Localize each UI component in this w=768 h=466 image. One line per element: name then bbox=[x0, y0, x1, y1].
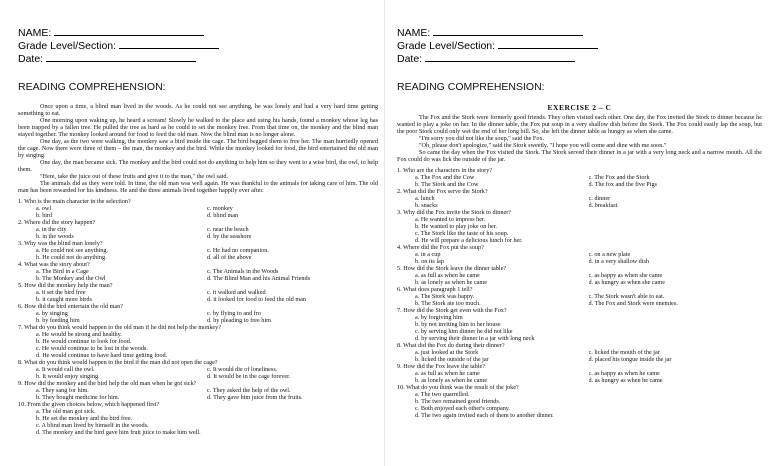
name-row bbox=[18, 26, 378, 39]
question-item bbox=[18, 401, 378, 436]
answer-option: d. They gave him juice from the fruits. bbox=[207, 394, 303, 401]
answer-option: d. in a very shallow dish bbox=[588, 258, 649, 265]
answer-option: b. They bought medicine for him. bbox=[36, 394, 120, 401]
date-label: Date: bbox=[397, 53, 423, 65]
question-stem: 7. How did the Stork get even with the Fox? bbox=[397, 307, 507, 314]
answer-option: b. bird bbox=[36, 212, 53, 219]
question-item bbox=[397, 363, 762, 384]
question-item bbox=[18, 303, 378, 324]
story-text bbox=[18, 103, 378, 194]
story-paragraph: Once upon a time, a blind man lived in the woods. As he could not see anything, he was lonely and had a very hard time getting something to eat. bbox=[18, 103, 378, 117]
story-paragraph: The animals did as they were told. In time, the old man was well again. He was thankful to the animals for taking care of him. The old man has been rewarded for his kindness. He and the three animals lived together happily ever after. bbox=[18, 180, 378, 194]
question-item bbox=[397, 244, 762, 265]
answer-option: c. The Animals in the Woods bbox=[207, 268, 279, 275]
answer-option: c. it walked and walked bbox=[207, 289, 266, 296]
answer-option: c. Both enjoyed each other's company. bbox=[415, 405, 511, 412]
answer-option: a. in the city bbox=[36, 226, 67, 233]
answer-option: a. just looked at the Stork bbox=[415, 349, 479, 356]
question-item bbox=[18, 219, 378, 240]
answer-options bbox=[18, 331, 378, 359]
answer-option: b. by feeding him bbox=[36, 317, 80, 324]
answer-option: c. The Fox and the Stork bbox=[588, 174, 650, 181]
answer-option: c. It would die of loneliness. bbox=[207, 366, 278, 373]
answer-options bbox=[18, 408, 378, 436]
question-item bbox=[397, 286, 762, 307]
answer-option: d. by pleading to free him bbox=[207, 317, 271, 324]
reading-comprehension-heading: READING COMPREHENSION: bbox=[397, 81, 545, 93]
answer-option: d. He would continue to have hard time getting food. bbox=[36, 352, 168, 359]
question-item bbox=[397, 384, 762, 419]
answer-option: b. on its lap bbox=[415, 258, 444, 265]
question-stem: 2. Where did the story happen? bbox=[18, 219, 96, 226]
answer-options bbox=[397, 314, 762, 342]
answer-option: c. dinner bbox=[588, 195, 611, 202]
question-stem: 6. What does paragraph 1 tell? bbox=[397, 286, 473, 293]
answer-option: a. The Fox and the Cow bbox=[415, 174, 475, 181]
answer-option: c. He had no companion. bbox=[207, 247, 269, 254]
answer-option: a. The Stork was happy. bbox=[415, 293, 475, 300]
date-label: Date: bbox=[18, 53, 44, 65]
answer-options bbox=[18, 289, 378, 303]
answer-options bbox=[18, 247, 378, 261]
question-item bbox=[397, 188, 762, 209]
question-stem: 9. How did the monkey and the bird help the old man when he got sick? bbox=[18, 380, 197, 387]
answer-option: b. snacks bbox=[415, 202, 438, 209]
answer-option: d. The Blind Man and his Animal Friends bbox=[207, 275, 311, 282]
story-paragraph: One day, the man became sick. The monkey and the bird could not do anything to help him so they went to a wise bird, the owl, to help them. bbox=[18, 159, 378, 173]
answer-option: c. as happy as when she came bbox=[588, 272, 663, 279]
question-stem: 3. Why was the blind man lonely? bbox=[18, 240, 103, 247]
answer-option: a. lunch bbox=[415, 195, 435, 202]
answer-options bbox=[18, 387, 378, 401]
answer-option: a. The Bird in a Cage bbox=[36, 268, 89, 275]
question-stem: 8. What do you think would happen to the bird if the man did not open the cage? bbox=[18, 359, 218, 366]
name-label: NAME: bbox=[397, 27, 431, 39]
date-row bbox=[18, 52, 378, 65]
answer-option: d. He will prepare a delicious lunch for her. bbox=[415, 237, 523, 244]
answer-option: d. The monkey and the bird gave him fruit juice to make him well. bbox=[36, 429, 201, 436]
answer-option: b. The Monkey and the Owl bbox=[36, 275, 106, 282]
grade-blank bbox=[119, 39, 219, 49]
question-stem: 5. How did the Stork leave the dinner table? bbox=[397, 265, 507, 272]
date-row bbox=[397, 52, 762, 65]
question-item bbox=[18, 282, 378, 303]
answer-option: d. The fox and the five Pigs bbox=[588, 181, 657, 188]
answer-option: c. He would continue to be lost in the woods. bbox=[36, 345, 148, 352]
answer-option: d. It would be in the cage forever. bbox=[207, 373, 291, 380]
answer-options bbox=[18, 205, 378, 219]
answer-option: b. The Stork ate too much. bbox=[415, 300, 481, 307]
answer-option: a. He would be strong and healthy. bbox=[36, 331, 122, 338]
answer-options bbox=[397, 370, 762, 384]
answer-option: c. licked the mouth of the jar bbox=[588, 349, 660, 356]
story-text bbox=[397, 114, 762, 163]
exercise-title: EXERCISE 2 – C bbox=[547, 103, 612, 112]
question-stem: 5. How did the monkey help the man? bbox=[18, 282, 113, 289]
answer-option: d. as hungry as when she came bbox=[588, 279, 665, 286]
question-stem: 10. What do you think was the result of the joke? bbox=[397, 384, 519, 391]
answer-option: b. The two remained good friends. bbox=[415, 398, 501, 405]
answer-option: b. as lonely as when he came bbox=[415, 377, 487, 384]
answer-options bbox=[397, 216, 762, 244]
question-stem: 8. What did the Fox do during their dinner? bbox=[397, 342, 505, 349]
answer-option: a. The old man got sick. bbox=[36, 408, 96, 415]
answer-option: d. breakfast bbox=[588, 202, 618, 209]
answer-option: b. in the woods bbox=[36, 233, 74, 240]
grade-row bbox=[18, 39, 378, 52]
answer-option: d. by the seashore bbox=[207, 233, 252, 240]
answer-option: a. by singing bbox=[36, 310, 68, 317]
answer-option: c. A blind man lived by himself in the woods. bbox=[36, 422, 149, 429]
answer-option: b. He wanted to play joke on her. bbox=[415, 223, 497, 230]
question-item bbox=[18, 261, 378, 282]
answer-option: b. He set the monkey and the bird free. bbox=[36, 415, 133, 422]
answer-option: b. He would continue to look for food. bbox=[36, 338, 132, 345]
question-stem: 4. Where did the Fox put the soup? bbox=[397, 244, 484, 251]
name-blank bbox=[433, 26, 583, 36]
grade-label: Grade Level/Section: bbox=[18, 40, 117, 52]
answer-option: c. near the beach bbox=[207, 226, 249, 233]
question-stem: 2. What did the Fox serve the Stork? bbox=[397, 188, 488, 195]
answer-options bbox=[18, 226, 378, 240]
question-stem: 10. From the given choices below, which happened first? bbox=[18, 401, 160, 408]
answer-option: c. They asked the help of the owl. bbox=[207, 387, 291, 394]
answer-option: a. owl bbox=[36, 205, 52, 212]
answer-option: c. The Stork like the taste of his soup. bbox=[415, 230, 509, 237]
answer-options bbox=[397, 251, 762, 265]
answer-option: d. all of the above bbox=[207, 254, 252, 261]
answer-option: b. by not inviting him to her house bbox=[415, 321, 501, 328]
answer-option: d. The Fox and Stork were enemies. bbox=[588, 300, 678, 307]
story-paragraph: "I'm sorry you did not like the soup," said the Fox. bbox=[419, 135, 545, 142]
answer-option: a. The two quarrelled. bbox=[415, 391, 470, 398]
story-paragraph: So came the day when the Fox visited the Stork. The Stork served their dinner in a jar with a very long neck and a narrow mouth. All the Fox could do was lick the outside of the jar. bbox=[397, 149, 762, 163]
name-row bbox=[397, 26, 762, 39]
answer-option: d. by serving their dinner in a jar with long neck bbox=[415, 335, 535, 342]
answer-options bbox=[397, 349, 762, 363]
answer-options bbox=[397, 272, 762, 286]
answer-option: b. licked the outside of the jar bbox=[415, 356, 489, 363]
question-item bbox=[397, 167, 762, 188]
question-item bbox=[18, 380, 378, 401]
answer-option: a. as full as when he came bbox=[415, 370, 480, 377]
story-paragraph: One morning upon waking up, he heard a scream! Slowly he walked to the place and using his hands, found a monkey whose leg has been trapped by a fallen tree. He pulled the tree as hard as he could to set the monkey free. From that time on, the monkey and the blind man stayed together. The monkey looked around for food to feed the old man. Now the blind man is no longer alone. bbox=[18, 117, 378, 138]
question-stem: 6. How did the bird entertain the old man? bbox=[18, 303, 123, 310]
answer-option: b. He could not do anything. bbox=[36, 254, 107, 261]
answer-option: b. It would enjoy singing. bbox=[36, 373, 100, 380]
answer-options bbox=[18, 310, 378, 324]
answer-options bbox=[18, 268, 378, 282]
answer-option: a. He wanted to impress her. bbox=[415, 216, 486, 223]
answer-option: a. It would call the owl. bbox=[36, 366, 95, 373]
answer-option: a. They sang for him. bbox=[36, 387, 89, 394]
question-stem: 3. Why did the Fox invite the Stork to dinner? bbox=[397, 209, 511, 216]
answer-option: d. The two again invited each of them to another dinner. bbox=[415, 412, 554, 419]
answer-option: a. as full as when he came bbox=[415, 272, 480, 279]
date-blank bbox=[425, 52, 575, 62]
answer-option: b. as lonely as when he came bbox=[415, 279, 487, 286]
answer-options bbox=[397, 391, 762, 419]
question-item bbox=[18, 198, 378, 219]
grade-row bbox=[397, 39, 762, 52]
answer-options bbox=[397, 174, 762, 188]
question-stem: 1. Who are the characters in the story? bbox=[397, 167, 493, 174]
answer-option: c. monkey bbox=[207, 205, 233, 212]
story-paragraph: One day, as the two were walking, the monkey saw a bird inside the cage. The bird begged them to free her. The man hurriedly opened the cage. Now there were three of them – the man, the monkey and the bird. While the monkey looked for food, the bird entertained the old man by singing. bbox=[18, 138, 378, 159]
answer-options bbox=[397, 195, 762, 209]
date-blank bbox=[46, 52, 196, 62]
answer-option: c. by flying to and fro bbox=[207, 310, 261, 317]
answer-option: d. as hungry as when he came bbox=[588, 377, 663, 384]
right-worksheet bbox=[384, 0, 768, 466]
question-item bbox=[18, 324, 378, 359]
grade-label: Grade Level/Section: bbox=[397, 40, 496, 52]
answer-option: a. He could not see anything. bbox=[36, 247, 108, 254]
answer-option: a. in a cup bbox=[415, 251, 441, 258]
question-stem: 1. Who is the main character in the selection? bbox=[18, 198, 131, 205]
story-paragraph: "Here, take the juice out of these fruits and give it to the man," the owl said. bbox=[40, 173, 229, 180]
question-item bbox=[18, 240, 378, 261]
answer-option: a. by forgiving him bbox=[415, 314, 463, 321]
question-item bbox=[397, 307, 762, 342]
answer-option: d. placed his tongue inside the jar bbox=[588, 356, 672, 363]
answer-option: d. blind man bbox=[207, 212, 239, 219]
story-paragraph: The Fox and the Stork were formerly good friends. They often visited each other. One day, the Fox invited the Stork to dinner because he wanted to play a joke on her. In the dinner table, the Fox put soup in a very shallow dish before the Stork. The Fox could easily lap the soup, but the poor Stork could only wet the end of her long bill. So, she left the dinner table as hungry as when she came. bbox=[397, 114, 762, 135]
answer-options bbox=[397, 293, 762, 307]
answer-option: b. The Stork and the Cow bbox=[415, 181, 479, 188]
answer-option: a. it set the bird free bbox=[36, 289, 86, 296]
answer-options bbox=[18, 366, 378, 380]
answer-option: c. The Stork wasn't able to eat. bbox=[588, 293, 665, 300]
name-blank bbox=[54, 26, 204, 36]
question-item bbox=[18, 359, 378, 380]
answer-option: d. it looked for food to feed the old man bbox=[207, 296, 306, 303]
answer-option: c. as happy as when he came bbox=[588, 370, 660, 377]
question-item bbox=[397, 209, 762, 244]
question-stem: 9. How did the Fox leave the table? bbox=[397, 363, 485, 370]
story-paragraph: "Oh, please don't apologize," said the Stork sweetly. "I hope you will come and dine with me soon." bbox=[419, 142, 667, 149]
question-list bbox=[18, 198, 378, 436]
question-stem: 7. What do you think would happen to the old man if he did not help the monkey? bbox=[18, 324, 222, 331]
answer-option: c. on a new plate bbox=[588, 251, 631, 258]
question-list bbox=[397, 167, 762, 419]
question-stem: 4. What was the story about? bbox=[18, 261, 90, 268]
grade-blank bbox=[498, 39, 598, 49]
name-label: NAME: bbox=[18, 27, 52, 39]
answer-option: b. it caught more birds bbox=[36, 296, 92, 303]
question-item bbox=[397, 342, 762, 363]
answer-option: c. by serving him dinner he did not like bbox=[415, 328, 513, 335]
question-item bbox=[397, 265, 762, 286]
reading-comprehension-heading: READING COMPREHENSION: bbox=[18, 81, 166, 93]
